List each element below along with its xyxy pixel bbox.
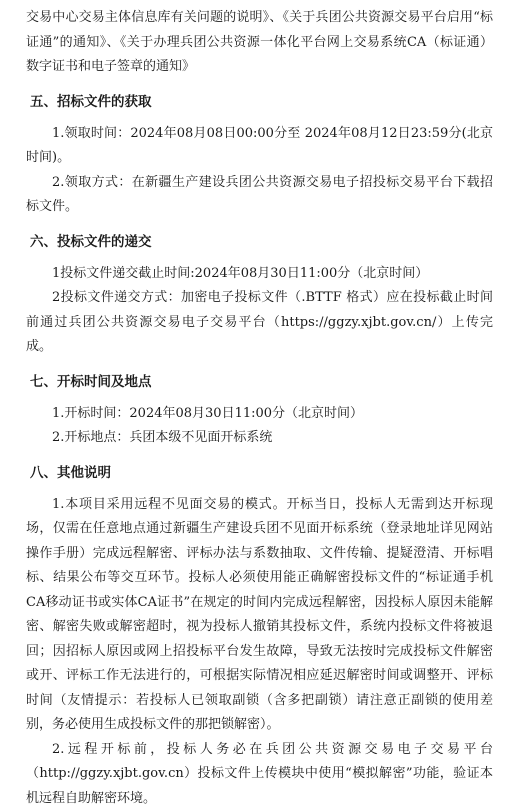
section-8-heading: 八、其他说明	[30, 463, 493, 483]
section-7-item-1: 1.开标时间：2024年08月30日11:00分（北京时间）	[26, 402, 493, 427]
section-6-heading: 六、投标文件的递交	[30, 232, 493, 252]
section-5-item-2: 2.领取方式：在新疆生产建设兵团公共资源交易电子招投标交易平台下载招标文件。	[26, 171, 493, 220]
section-5-heading: 五、招标文件的获取	[30, 92, 493, 112]
section-8-item-2: 2.远程开标前，投标人务必在兵团公共资源交易电子交易平台（http://ggzy.xjbt.gov.cn）投标文件上传模块中使用“模拟解密”功能，验证本机远程自助解密环境。	[26, 738, 493, 811]
section-7-item-2: 2.开标地点：兵团本级不见面开标系统	[26, 426, 493, 451]
intro-paragraph: 交易中心交易主体信息库有关问题的说明》、《关于兵团公共资源交易平台启用“标证通”的通知》、《关于办理兵团公共资源一体化平台网上交易系统CA（标证通）数字证书和电子签章的通知》	[26, 6, 493, 80]
section-6-item-2: 2投标文件递交方式：加密电子投标文件（.BTTF 格式）应在投标截止时间前通过兵团公共资源交易电子交易平台（https://ggzy.xjbt.gov.cn/）上传完成。	[26, 286, 493, 360]
section-7-heading: 七、开标时间及地点	[30, 372, 493, 392]
section-5-item-1: 1.领取时间：2024年08月08日00:00分至 2024年08月12日23:59分(北京时间)。	[26, 122, 493, 171]
section-6-item-1: 1投标文件递交截止时间:2024年08月30日11:00分（北京时间）	[26, 262, 493, 287]
section-8-item-1: 1.本项目采用远程不见面交易的模式。开标当日，投标人无需到达开标现场，仅需在任意地点通过新疆生产建设兵团不见面开标系统（登录地址详见网站操作手册）完成远程解密、评标办法与系数抽取、文件传输、提疑澄清、开标唱标、结果公布等交互环节。投标人必须使用能正确解密投标文件的“标证通手机CA移动证书或实体CA证书”在规定的时间内完成远程解密，因投标人原因未能解密、解密失败或解密超时，视为投标人撤销其投标文件，系统内投标文件将被退回；因招标人原因或网上招投标平台发生故障，导致无法按时完成投标文件解密或开、评标工作无法进行的，可根据实际情况相应延迟解密时间或调整开、评标时间（友情提示：若投标人已领取副锁（含多把副锁）请注意正副锁的使用差别，务必使用生成投标文件的那把锁解密）。	[26, 493, 493, 738]
